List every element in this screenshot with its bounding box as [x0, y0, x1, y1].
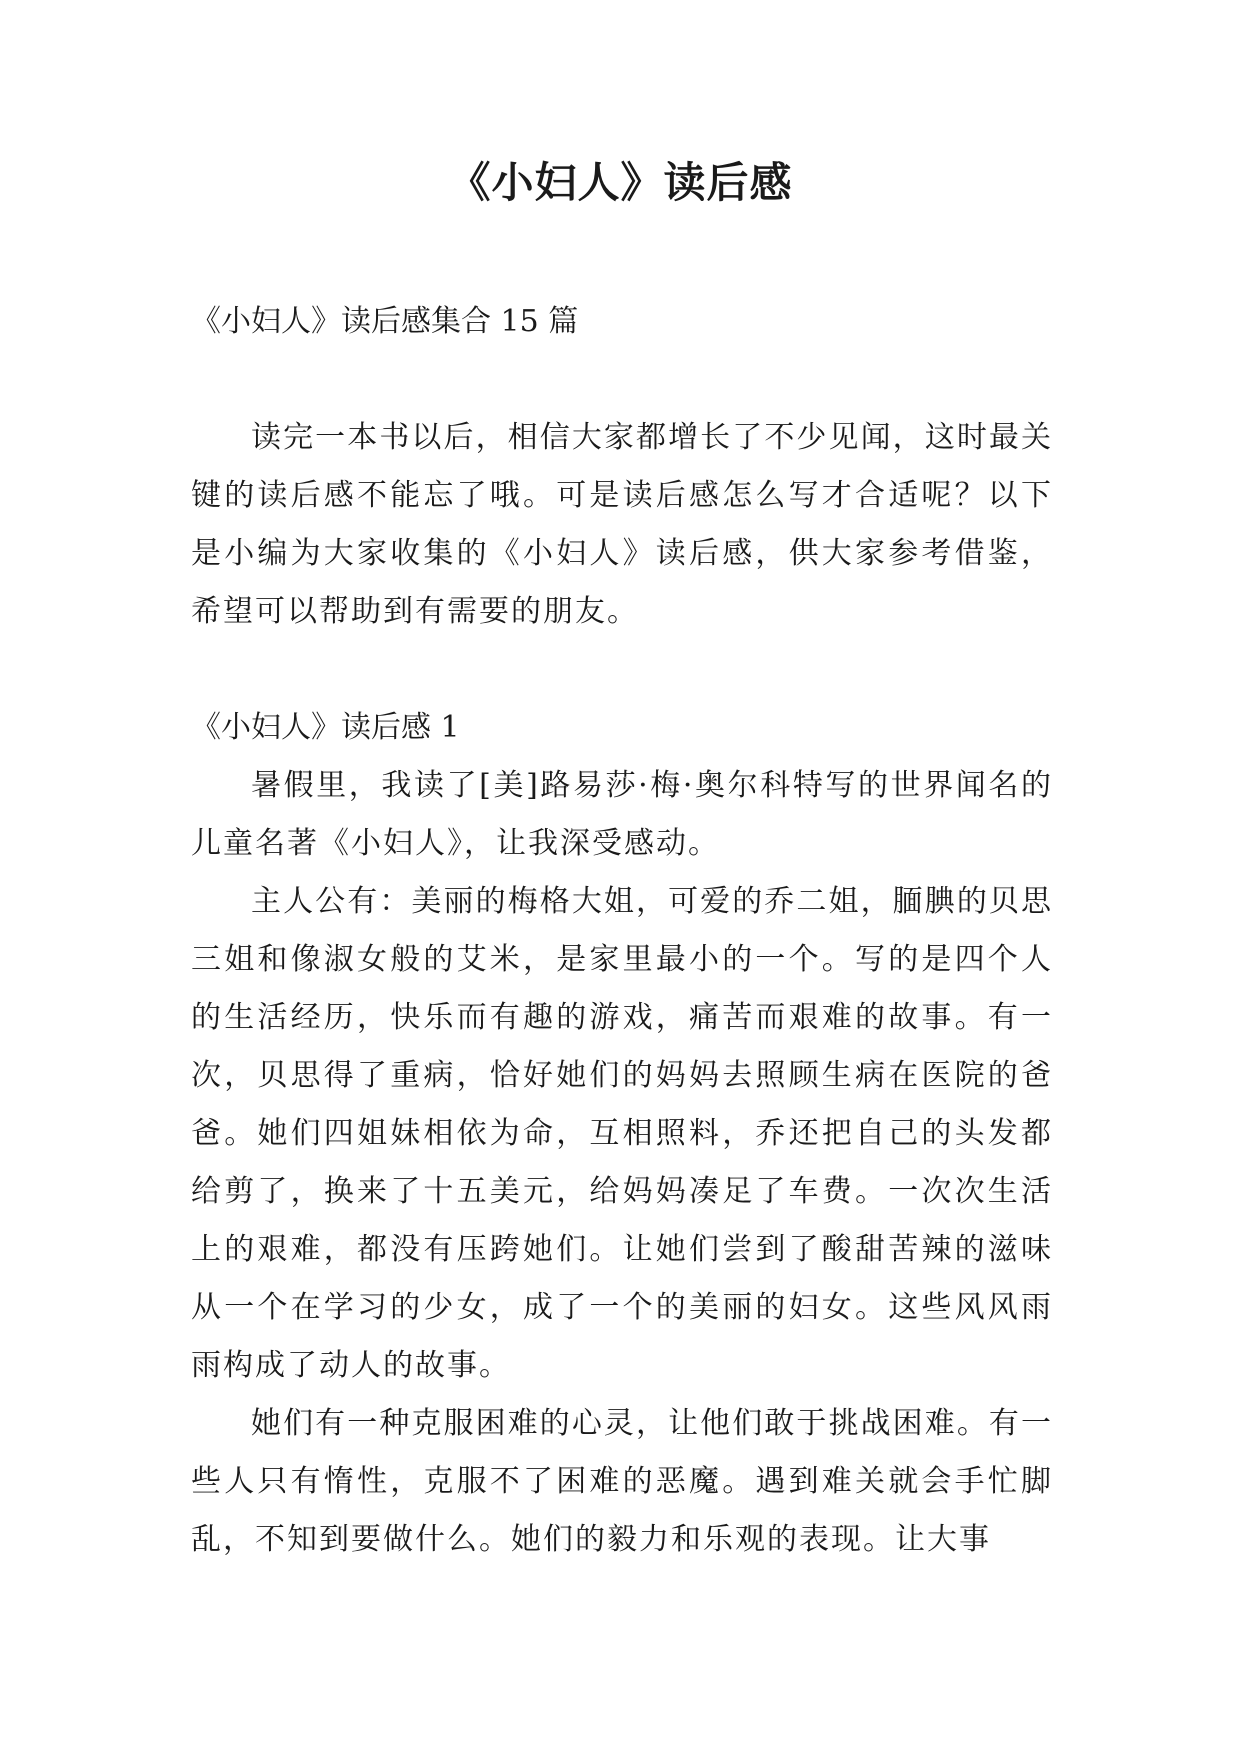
- section-heading: 《小妇人》读后感 1: [191, 710, 460, 745]
- spacer: [191, 351, 1053, 409]
- body-paragraph: 主人公有：美丽的梅格大姐，可爱的乔二姐，腼腆的贝思三姐和像淑女般的艾米，是家里最小的一个。写的是四个人的生活经历，快乐而有趣的游戏，痛苦而艰难的故事。有一次，贝思得了重病，恰好她们的妈妈去照顾生病在医院的爸爸。她们四姐妹相依为命，互相照料，乔还把自己的头发都给剪了，换来了十五美元，给妈妈凑足了车费。一次次生活上的艰难，都没有压跨她们。让她们尝到了酸甜苦辣的滋味从一个在学习的少女，成了一个的美丽的妇女。这些风风雨雨构成了动人的故事。: [191, 884, 1053, 1383]
- document-body: [191, 293, 1053, 1569]
- spacer: [191, 641, 1053, 699]
- body-paragraph: 暑假里，我读了[美]路易莎·梅·奥尔科特写的世界闻名的儿童名著《小妇人》，让我深受感动。: [191, 768, 1053, 861]
- document-title: 《小妇人》读后感: [448, 158, 793, 207]
- intro-paragraph: 读完一本书以后，相信大家都增长了不少见闻，这时最关键的读后感不能忘了哦。可是读后感怎么写才合适呢？以下是小编为大家收集的《小妇人》读后感，供大家参考借鉴，希望可以帮助到有需要的朋友。: [191, 420, 1053, 629]
- body-paragraph: 她们有一种克服困难的心灵，让他们敢于挑战困难。有一些人只有惰性，克服不了困难的恶魔。遇到难关就会手忙脚乱，不知到要做什么。她们的毅力和乐观的表现。让大事: [191, 1406, 1053, 1557]
- document-subtitle: 《小妇人》读后感集合 15 篇: [191, 304, 579, 339]
